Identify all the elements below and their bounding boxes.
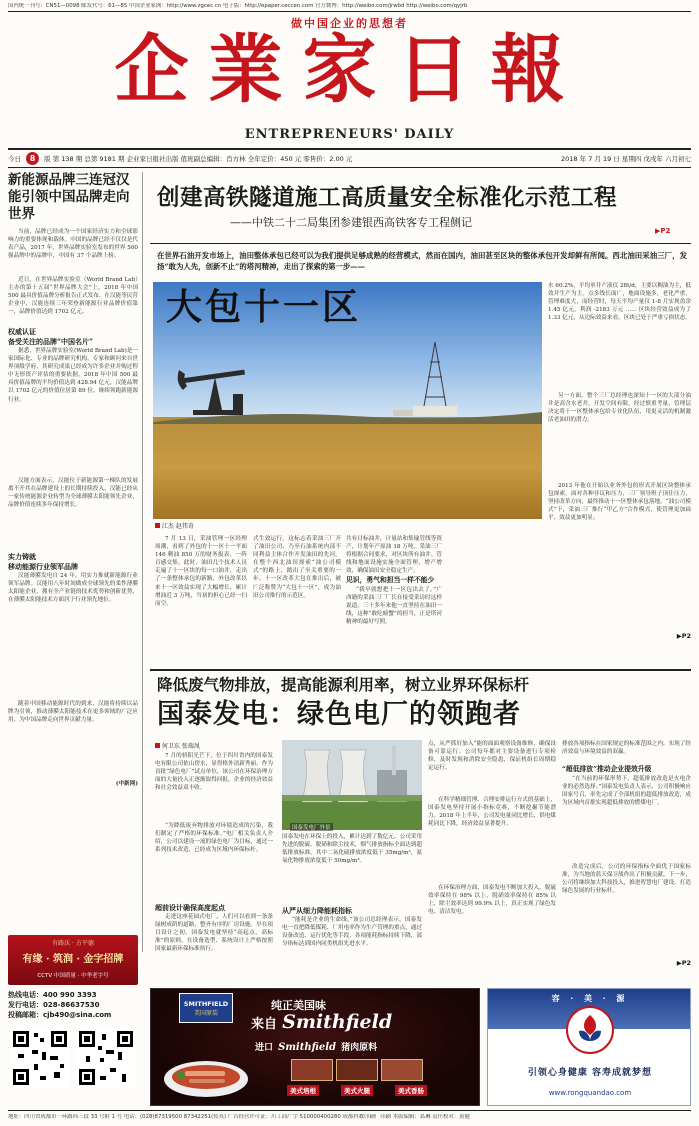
story2-credit: 何卫东 张瑞凤 xyxy=(161,743,200,750)
left-sub1b: 备受关注的品牌“中国名片” xyxy=(8,337,94,346)
issue-bar xyxy=(8,152,691,166)
smithfield-logo xyxy=(179,993,233,1023)
fax-value[interactable]: 028-86637530 xyxy=(43,1001,100,1009)
footer-info: 地址：四川省成都市一环路西三段 33 号附 1 号 电话：(028)87319500 87342251(传真) 广告经营许可证：川工商广字 510000400280 成都科教印刷厂印刷 本版编辑：葛琳 责任校对：黄健 xyxy=(8,1114,470,1120)
left-divider xyxy=(142,172,143,952)
product-label: 美式香肠 xyxy=(395,1085,427,1096)
story1-col4: 水 60.2%，平均单井产液仅 28t/d，主要以稠油为主，低效井生产为主。点多线长面广，地面设施多，老化严重，管理难度大，而经营时，每天平均产量仅 1-8 月实现盈余 1.45 亿元，利润 -2183 万元 …… 区块经营效益成为了 1.33 亿元，从边际效益来看，区块已处于严重亏损状态。 xyxy=(548,283,691,322)
qr-code-icon[interactable] xyxy=(76,1028,136,1088)
story1-footer-ref-label: P2 xyxy=(681,632,691,640)
section-divider xyxy=(150,669,691,671)
story2-col2b: “能耗是企业的生命线。”该公司总经理表示，国泰发电一直把降低煤耗、厂用电率作为生产管理的重点，通过设备改造、运行优化等手段，各项能耗指标持续下降，部分指标达到国内同类机组先进水平。 xyxy=(282,917,422,948)
story1-col4b: 另一方面，整个三厂总经理也深知十一区的大部分油井是高含水老井，开发空间有限。经过慎重考量，管理层决定将十一区整体承包给专业化队伍，用更灵活的机制激活老油田的潜力。 xyxy=(548,393,691,424)
left-p1: 当前，品牌已经成为一个国家经济实力和全球影响力的重要体现和载体。中国的品牌已经不仅仅是代表产品，2017 年，世界品牌实验室发布的世界 500 强品牌中的品牌中，中国有 37 个品牌上榜。 xyxy=(8,229,138,260)
story2-col3: 点，从严抓好加入“能的面面观察设备维修，确保设备可靠运行。公司每年都对主要设备进行专项检修，及时发现和消除安全隐患，保证机组长周期稳定运行。 xyxy=(428,741,556,772)
smithfield-brand: Smithfield xyxy=(282,1011,393,1033)
left-ad-brand: 有路沃 · 方平德 xyxy=(52,940,94,947)
hotline-value[interactable]: 400 990 3393 xyxy=(43,991,97,999)
story2-col1-wrap xyxy=(155,752,273,980)
smithfield-ad[interactable] xyxy=(150,988,480,1106)
smithfield-line1: 纯正美国味 xyxy=(271,999,326,1012)
story1-photo-credit: 江杰 赵伟奇 xyxy=(161,523,194,530)
right-ad-slogan: 引领心身健康 容寿成就梦想 xyxy=(527,1068,653,1078)
masthead-english: ENTREPRENEURS' DAILY xyxy=(244,127,455,142)
left-p4: 汉能方面表示，汉能位于新能源第一梯队的发展离不开其在品牌建设上的长期持续投入，汉能已经从一家传统能源企业转型为全球薄膜太阳能领先企业，品牌价值连续多年保持增长。 xyxy=(8,478,138,509)
story2-col3b: 在科学精细管理、合理安排运行方式的基础上，国泰发电坚持开展小指标竞赛，不断挖掘节能潜力。2018 年上半年，公司发电量同比增长，供电煤耗同比下降，经济效益显著提升。 xyxy=(428,797,556,828)
issue-date: 2018 年 7 月 19 日 星期四 戊戌年 六月初七 xyxy=(561,155,691,163)
left-sub2b: 移动能源行业领军品牌 xyxy=(8,562,78,571)
story1-headline[interactable]: 创建高铁隧道施工高质量安全标准化示范工程 xyxy=(157,185,618,211)
story1-col1: 7 月 13 日，采油管理一区经理周潮，看到了外包的十一区十一平面 146 剩油 850 万的财务报表，一阵百感交集。此时，油田几个技术人员走遍了十一区块的每一口油井，走出了一条整体承包的新路，外包改革以来十一区效益实现了大幅增长，累计增油近 3 万吨，当初的担心已经一扫而空。 xyxy=(155,536,247,607)
story2-footer-ref[interactable] xyxy=(562,959,691,967)
story2-col3c: 在环保治理方面，国泰发电不断加大投入，脱硫效率保持在 98% 以上，脱硝效率保持在 85% 以上，除尘效率达到 99.9% 以上，真正实现了绿色发电、清洁发电。 xyxy=(428,885,556,916)
smithfield-product-labels xyxy=(287,1085,427,1096)
story2-col3-wrap xyxy=(428,740,556,980)
story1-page-ref[interactable] xyxy=(655,227,670,235)
email-label: 投稿邮箱： xyxy=(8,1011,43,1019)
story2-col1b: “为降低废弃物排放对环境造成的污染，我们制定了严格的环保标准。”电厂相关负责人介绍，公司以建设一流的绿色电厂为目标，通过一系列技术改造，已经成为区域内环保标杆。 xyxy=(155,823,273,854)
smithfield-line2: 来自 xyxy=(251,1017,278,1032)
contact-box xyxy=(8,990,138,1020)
story2-col1: 7 月的骄阳光芒下，位于四川省内的国泰发电有限公司依山傍水，显得格外清新秀丽。作为首批“绿色电厂”试点单位，该公司在环保治理方面的大量投入正逐渐取得回报，企业的经济效益和社会效益双丰收。 xyxy=(155,753,273,792)
story1-col4-wrap xyxy=(548,282,691,672)
smithfield-line3c: 猪肉原料 xyxy=(341,1043,378,1053)
page-ref-arrow-icon: ▶ xyxy=(676,632,682,640)
story1-lead: 在世界石油开发市场上，油田整体承包已经可以为我们提供足够成熟的经营模式，然而在国内，油田甚至区块的整体承包开发却鲜有所闻。西北油田采油三厂，发扬“敢为人先，创新不止”的塔河精神，走出了探索的第一步—— xyxy=(157,251,687,271)
left-p5: 汉能薄膜发电自 24 年，用实力推就新能源行业领军品牌。汉能用八年时间做成全球领先的柔性薄膜太阳能企业，拥有全产业链的技术优势和创新优势，在薄膜太阳能技术方面居于行业领先地位。 xyxy=(8,573,138,604)
left-column xyxy=(8,172,138,788)
flower-logo-icon xyxy=(565,1005,615,1055)
story2-headline[interactable]: 国泰发电：绿色电厂的领跑者 xyxy=(157,699,521,730)
issue-info: 版 第 138 期 总第 9181 期 企业家日报社出版 值班副总编辑：肖方林 全年定价：450 元 零售价：2.00 元 xyxy=(44,155,353,163)
product-label: 美式培根 xyxy=(287,1085,319,1096)
left-p2: 近日，在世界品牌实验室（World Brand Lab）主办的第十五届“世界品牌大会”上，2018 年中国 500 最具价值品牌分析报告正式发布。在汉能等民营企业中，汉能连续三年荣登新能源行业品牌价值第一，品牌价值达到 1702 亿元。 xyxy=(8,277,138,316)
issue-rule-top xyxy=(8,148,691,150)
story2-col2: 国泰发电在环保上的投入，累计达到了数亿元。公司采用先进的脱硫、脱硝和除尘技术，烟气排放指标全面达到超低排放标准，其中二氧化硫排放浓度低于 35mg/m³，氮氧化物排放浓度低于 50mg/m³。 xyxy=(282,834,422,865)
right-ad-title: 容 · 美 · 源 xyxy=(551,993,629,1003)
left-p6: 随着中国移动能源时代的到来，汉能将持续以品牌为引领，推动薄膜太阳能技术在更多领域的广泛应用，为中国品牌走向世界贡献力量。 xyxy=(8,701,138,724)
right-ad-url[interactable]: www.rongquandao.com xyxy=(548,1089,632,1097)
product-pack-icon xyxy=(381,1059,423,1081)
story1-col2: 式生效运行。这标志着采油三厂开了油田公司、乃至石油系统内部不同利益主体合作开发油田的先河。在整个西北油田探索“油公司模式”的路上，踏出了至关重要的一步。十一区改革大包在推出后，被广泛称赞为“大包十一区”，成为油田公司推行的示范区。 xyxy=(253,536,341,599)
right-ad[interactable] xyxy=(487,988,691,1106)
smithfield-line3b: Smithfield xyxy=(278,1042,337,1053)
story2-kicker: 降低废气物排放，提高能源利用率，树立业界环保标杆 xyxy=(157,675,530,694)
top-rule xyxy=(8,11,691,12)
left-ad-name: 有缘 · 筑润 · 金字招牌 xyxy=(22,954,124,965)
story2-photo-caption: 国泰发电厂外景 xyxy=(292,825,331,831)
left-footer: (中新网) xyxy=(115,781,138,787)
story2-col4-sub: “超低排放”推动企业提效升级 xyxy=(562,765,652,773)
page-ref-arrow-icon: ▶ xyxy=(676,959,682,967)
smithfield-brandline xyxy=(251,1011,392,1033)
masthead-title: 企業家日報 xyxy=(114,27,585,113)
story1-rule xyxy=(150,243,691,244)
story1-col3-wrap xyxy=(346,535,442,660)
story2-col2-sub: 从严从细力降能耗指标 xyxy=(282,906,352,915)
left-sub2: 实力铸就 xyxy=(8,552,36,561)
footer-rule xyxy=(8,1110,691,1111)
story1-col3: 共有目标油井、计量站和集输管线等资产，计划年产原油 18 万吨。采油三厂将根据合同要求，对区块所有油井、管线和地面设施实施全面管理，增产增效，确保油田安全稳定生产。 xyxy=(346,536,442,575)
story2-credit-wrap xyxy=(155,741,200,750)
left-ad[interactable] xyxy=(8,935,138,985)
issue-today: 今日 xyxy=(8,155,21,163)
email-value[interactable]: cjb490@sina.com xyxy=(43,1011,112,1019)
photo-marker-icon xyxy=(155,523,160,528)
smithfield-logo-sub: 美国原装 xyxy=(193,1010,218,1017)
product-pack-icon xyxy=(336,1059,378,1081)
story1-col3-sub: 见识，勇气和担当一样不能少 xyxy=(346,576,435,584)
story1-big-title: 大包十一区 xyxy=(166,286,362,328)
story1-subhead: ——中铁二十二局集团参建银西高铁客专工程侧记 xyxy=(230,216,472,229)
product-pack-icon xyxy=(291,1059,333,1081)
left-p3: 据悉，世界品牌实验室(World Brand Lab)是一家国际化、专业的品牌研究机构，专家和顾问来自世界顶级学府，其研究成果已经成为许多企业并购过程中无形资产评估的重要依据。2018 年中国 500 最具价值品牌的平均价值达到 428.94 亿元，汉能品牌以 1702 亿元的价值位居第 89 位，继续领跑新能源行业。 xyxy=(8,348,138,403)
story2-photo[interactable] xyxy=(282,740,422,830)
left-sub1: 权威认证 xyxy=(8,327,36,336)
page-ref-arrow-icon: ▶ xyxy=(655,227,661,235)
product-label: 美式火腿 xyxy=(341,1085,373,1096)
fax-label: 发行电话： xyxy=(8,1001,43,1009)
story2-col4c: 改造完成后，公司的环保指标全面优于国家标准，为当地的蓝天保卫战作出了积极贡献。下一步，公司将继续加大科技投入，推进智慧电厂建设，打造绿色发展的行业标杆。 xyxy=(562,864,691,895)
smithfield-line3: 进口 xyxy=(255,1043,274,1053)
masthead-tagline: 做中国企业的思想者 xyxy=(291,17,408,30)
food-plate-icon xyxy=(161,1049,251,1099)
hotline-label: 热线电话： xyxy=(8,991,43,999)
issue-pages-badge: 8 xyxy=(26,152,39,165)
smithfield-products xyxy=(291,1059,423,1081)
smithfield-line3-wrap xyxy=(255,1035,377,1054)
issue-rule-bottom xyxy=(8,167,691,168)
story2-col4: 排放各项指标在国家规定的标准范围之内，实现了经济效益与环境效益的双赢。 xyxy=(562,741,691,756)
story2-col1c: 走进这座花园式电厂，人们可以看到一条条绿树成荫的道路，整齐有序的厂房设施。早在项目设计之初，国泰发电就坚持“高起点、高标准”的原则，在设备选型、系统设计上严格按照国家最新环保标准执行。 xyxy=(155,914,273,953)
story1-footer-ref[interactable] xyxy=(548,632,691,640)
top-meta: 国内统一刊号：CN51—0098 邮发代号：61—85 中国企业家网：http://www.zgcec.cn 电子版：http://epaper.ceccen.com 官方微博：http://weibo.com/jrwbd http://weibo.com/qyjrb xyxy=(8,3,468,9)
story2-footer-ref-label: P2 xyxy=(681,959,691,967)
story1-page-ref-label: P2 xyxy=(660,227,671,235)
byline-marker-icon xyxy=(155,743,160,748)
left-headline[interactable]: 新能源品牌三连冠汉能引领中国品牌走向世界 xyxy=(8,172,130,222)
left-ad-sub: CCTV 中国质量 · 中华老字号 xyxy=(37,973,109,979)
story2-col4-wrap xyxy=(562,740,691,980)
smithfield-logo-brand: SMITHFIELD xyxy=(183,1000,229,1008)
qr-code-icon[interactable] xyxy=(10,1028,70,1088)
story2-col4b: “在当前的环保形势下，超低排放改造是火电企业的必然选择。”国泰发电负责人表示，公司积极响应国家号召，率先完成了全部机组的超低排放改造，成为区域内首批实现超低排放的燃煤电厂。 xyxy=(562,776,691,807)
story1-photo-credit-wrap xyxy=(155,521,194,530)
story2-col2-wrap xyxy=(282,833,422,981)
story2-col1-sub: 超前设计确保高度起点 xyxy=(155,903,225,912)
story1-col3b: “我早就想把十一区包出去了。”广西籍的采油三厂厂长在接受采访时这样说道，三十多年来他一直坚持在油田一线，这种“敢吃螃蟹”的担当，正是塔河精神的最好写照。 xyxy=(346,587,442,626)
story1-col4c: 2013 年他在开始以业务外包的形式开展区块整体承包探索，面对各种非议和压力，三厂领导班子顶住压力，坚持改革方向，最终推动十一区整体承包落地。“油公司模式”下，采油三厂推行“甲乙方”合作模式，使管理更加扁平，效益更加明显。 xyxy=(548,483,691,522)
